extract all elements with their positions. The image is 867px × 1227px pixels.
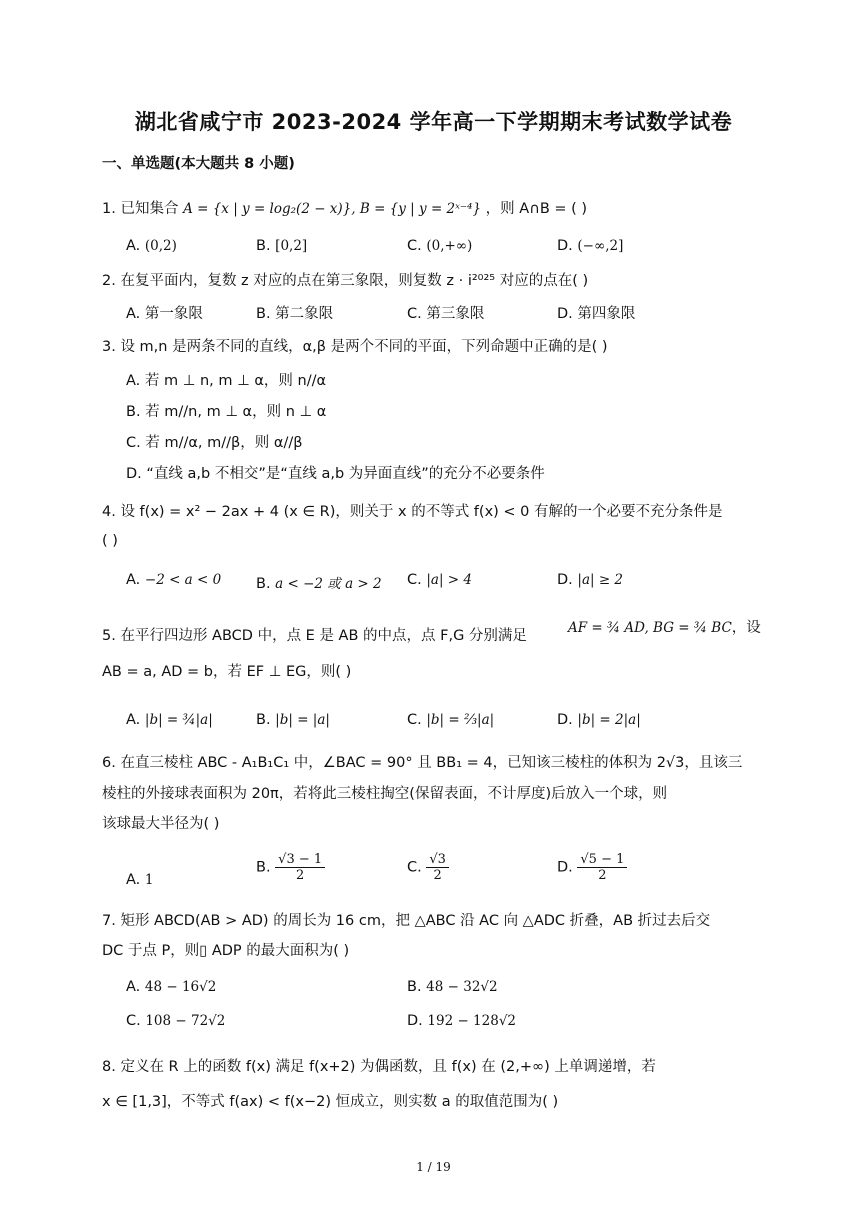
q5-option-c: C. |b| = ⅔|a| xyxy=(407,712,495,728)
question-5-stem: 5. 在平行四边形 ABCD 中，点 E 是 AB 的中点，点 F,G 分别满足 xyxy=(102,628,527,644)
question-7-stem: 7. 矩形 ABCD(AB > AD) 的周长为 16 cm，把 △ABC 沿 AC 向 △ADC 折叠，AB 折过去后交 xyxy=(102,913,711,929)
q1-stem-text: 1. 已知集合 xyxy=(102,201,179,217)
question-6-stem-cont: 棱柱的外接球表面积为 20π，若将此三棱柱掏空(保留表面，不计厚度)后放入一个球，则 xyxy=(102,786,668,802)
q5-vector-condition: AF = ¾ AD, BG = ¾ BC，设 xyxy=(568,620,761,636)
q4-option-d: D. |a| ≥ 2 xyxy=(557,572,624,588)
q3-option-b: B. 若 m//n, m ⊥ α，则 n ⊥ α xyxy=(126,404,327,420)
q2-option-b: B. 第二象限 xyxy=(256,306,334,322)
q1-option-c: C. (0,+∞) xyxy=(407,238,473,254)
q7-option-a: A. 48 − 16√2 xyxy=(126,979,217,995)
page-title: 湖北省咸宁市 2023-2024 学年高一下学期期末考试数学试卷 xyxy=(134,110,733,134)
q2-option-c: C. 第三象限 xyxy=(407,306,485,322)
q6-c-fraction: $\frac{√3}{2}$ xyxy=(426,852,449,883)
q4-option-c: C. |a| > 4 xyxy=(407,572,472,588)
q3-option-d: D. “直线 a,b 不相交”是“直线 a,b 为异面直线”的充分不必要条件 xyxy=(126,466,545,482)
q6-d-fraction: $\frac{√5 - 1}{2}$ xyxy=(577,852,627,883)
q2-option-d: D. 第四象限 xyxy=(557,306,636,322)
q1-option-a: A. (0,2) xyxy=(126,238,177,254)
q7-option-b: B. 48 − 32√2 xyxy=(407,979,498,995)
page-number: 1 / 19 xyxy=(416,1160,451,1174)
q6-b-fraction: $\frac{√3 - 1}{2}$ xyxy=(275,852,325,883)
q3-option-c: C. 若 m//α, m//β，则 α//β xyxy=(126,435,303,451)
question-8-stem: 8. 定义在 R 上的函数 f(x) 满足 f(x+2) 为偶函数，且 f(x) 在 (2,+∞) 上单调递增，若 xyxy=(102,1059,656,1075)
q5-option-b: B. |b| = |a| xyxy=(256,712,330,728)
question-4-stem-cont: ( ) xyxy=(102,533,118,549)
q1-tail: ，则 A∩B = ( ) xyxy=(485,201,588,217)
q6-option-b: B. $\frac{√3 - 1}{2}$ xyxy=(256,852,325,883)
question-7-stem-cont: DC 于点 P，则▯ ADP 的最大面积为( ) xyxy=(102,943,350,959)
q6-option-c: C. $\frac{√3}{2}$ xyxy=(407,852,449,883)
q4-option-b: B. a < −2 或 a > 2 xyxy=(256,576,382,592)
q6-option-a: A. 1 xyxy=(126,872,154,888)
q7-option-d: D. 192 − 128√2 xyxy=(407,1013,517,1029)
q6-option-d: D. $\frac{√5 - 1}{2}$ xyxy=(557,852,627,883)
question-2-stem: 2. 在复平面内，复数 z 对应的点在第三象限，则复数 z · i²⁰²⁵ 对应的点在( ) xyxy=(102,273,589,289)
question-8-stem-cont: x ∈ [1,3]，不等式 f(ax) < f(x−2) 恒成立，则实数 a 的取值范围为( ) xyxy=(102,1094,559,1110)
q1-option-b: B. [0,2] xyxy=(256,238,308,254)
q4-option-a: A. −2 < a < 0 xyxy=(126,572,222,588)
q1-option-d: D. (−∞,2] xyxy=(557,238,624,254)
section-heading: 一、单选题(本大题共 8 小题) xyxy=(102,156,295,172)
q1-math: A = {x | y = log₂(2 − x)}, B = {y | y = 2ˣ⁻⁴} xyxy=(183,201,482,217)
q5-option-d: D. |b| = 2|a| xyxy=(557,712,641,728)
question-4-stem: 4. 设 f(x) = x² − 2ax + 4 (x ∈ R)，则关于 x 的不等式 f(x) < 0 有解的一个必要不充分条件是 xyxy=(102,504,723,520)
question-1-stem xyxy=(102,199,587,219)
question-6-stem: 6. 在直三棱柱 ABC - A₁B₁C₁ 中，∠BAC = 90° 且 BB₁ = 4，已知该三棱柱的体积为 2√3，且该三 xyxy=(102,755,743,771)
q2-option-a: A. 第一象限 xyxy=(126,306,203,322)
question-5-stem-cont: AB = a, AD = b，若 EF ⊥ EG，则( ) xyxy=(102,664,352,680)
question-6-stem-cont2: 该球最大半径为( ) xyxy=(102,816,220,832)
q7-option-c: C. 108 − 72√2 xyxy=(126,1013,226,1029)
question-3-stem: 3. 设 m,n 是两条不同的直线，α,β 是两个不同的平面，下列命题中正确的是( ) xyxy=(102,339,608,355)
q3-option-a: A. 若 m ⊥ n, m ⊥ α，则 n//α xyxy=(126,373,327,389)
q5-option-a: A. |b| = ¾|a| xyxy=(126,712,213,728)
